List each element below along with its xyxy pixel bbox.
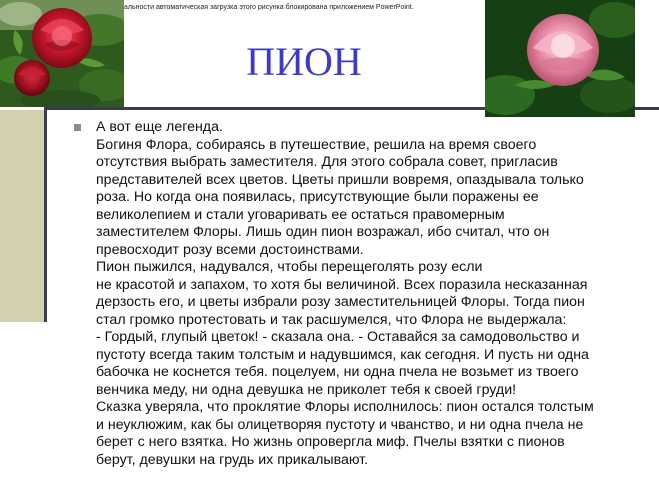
text-line: представителей всех цветов. Цветы пришли вовремя, опаздывала только — [96, 171, 584, 188]
slide-title: ПИОН — [246, 39, 362, 84]
text-line: и неуклюжим, как бы олицетворяя пустоту и чванство, и ни одна пчела не — [96, 416, 584, 433]
text-line: дерзость его, и цветы избрали розу заместительницей Флоры. Тогда пион — [96, 294, 585, 310]
text-line: А вот еще легенда. — [96, 119, 223, 135]
red-peony-photo — [0, 0, 124, 107]
text-line: заместителем Флоры. Лишь один пион возражал, ибо считал, что он — [96, 224, 550, 240]
left-divider — [44, 110, 47, 322]
text-line: превосходит розу всеми достоинствами. — [96, 241, 364, 258]
text-line: отсутствия выбрать заместителя. Для этого собрала совет, пригласив — [96, 154, 558, 170]
text-line: Богиня Флора, собираясь в путешествие, решила на время своего — [96, 136, 537, 153]
text-line: берут, девушки на грудь их прикалывают. — [96, 451, 369, 468]
text-line: - Гордый, глупый цветок! - сказала она. - Оставайся за самодовольство и — [96, 329, 580, 345]
bullet-paragraph — [74, 119, 634, 469]
text-line: стал громко протестовать и так расшумелся, что Флора не выдержала: — [96, 311, 567, 328]
text-line: Сказка уверяла, что проклятие Флоры исполнилось: пион остался толстым — [96, 399, 594, 415]
legend-text-block — [74, 119, 634, 469]
text-line: Пион пыжился, надувался, чтобы перещеголять розу если — [96, 259, 483, 275]
text-line: не красотой и запахом, то хотя бы величиной. Всех поразила несказанная — [96, 276, 588, 293]
text-line: пустоту всегда таким толстым и надувшимся, как сегодня. И пусть ни одна — [96, 346, 589, 363]
text-line: бабочка не коснется тебя. поцелуем, ни одна пчела не возьмет из твоего — [96, 364, 579, 380]
text-line: великолепием и стали уговаривать ее остаться правомерным — [96, 206, 505, 223]
text-line: берет с него взятка. Но жизнь опровергла миф. Пчелы взятки с пионов — [96, 434, 565, 450]
text-line: венчика меду, ни одна девушка не приколет тебя к своей груди! — [96, 381, 517, 398]
square-bullet-icon — [74, 124, 81, 131]
left-decor-band — [0, 110, 44, 322]
image-blocked-notice: альности автоматическая загрузка этого рисунка блокирована приложением PowerPoint. — [124, 4, 414, 11]
pink-peony-photo — [485, 0, 635, 117]
text-line: роза. Но когда она появилась, присутствующие были поражены ее — [96, 189, 539, 205]
